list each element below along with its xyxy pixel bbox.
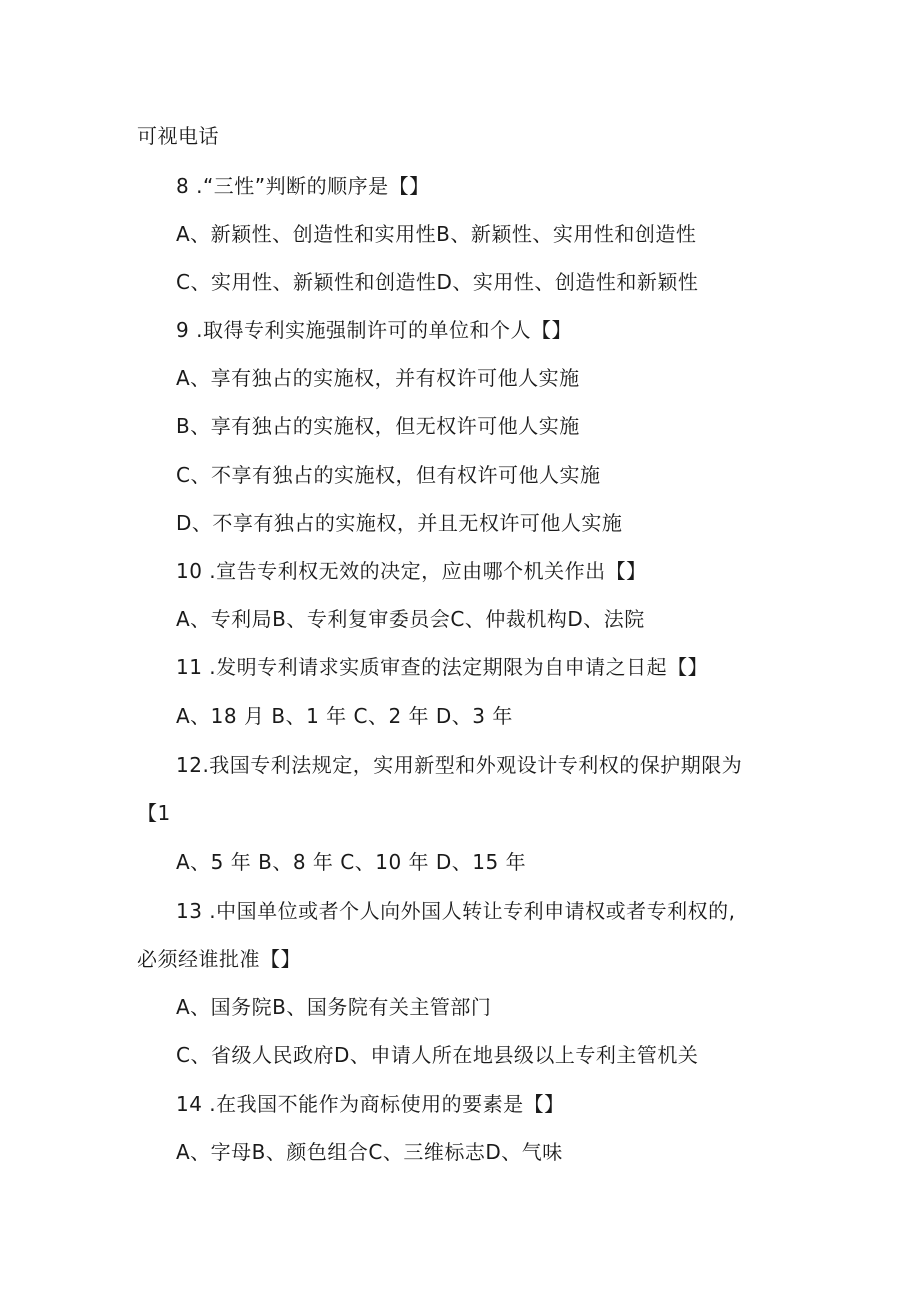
option-line: C、不享有独占的实施权，但有权许可他人实施 xyxy=(176,463,601,487)
question-12-bracket: 【1 xyxy=(137,801,171,825)
option-line: C、实用性、新颖性和创造性D、实用性、创造性和新颖性 xyxy=(176,270,699,294)
option-line: A、享有独占的实施权，并有权许可他人实施 xyxy=(176,366,580,390)
question-11: 11 .发明专利请求实质审查的法定期限为自申请之日起【】 xyxy=(176,655,709,679)
option-line: A、18 月 B、1 年 C、2 年 D、3 年 xyxy=(176,704,513,728)
question-8: 8 .“三性”判断的顺序是【】 xyxy=(176,174,430,198)
question-13-continued: 必须经谁批准【】 xyxy=(137,947,301,971)
option-line: A、新颖性、创造性和实用性B、新颖性、实用性和创造性 xyxy=(176,222,697,246)
option-line: A、字母B、颜色组合C、三维标志D、气味 xyxy=(176,1140,563,1164)
option-line: C、省级人民政府D、申请人所在地县级以上专利主管机关 xyxy=(176,1043,699,1067)
option-line: A、专利局B、专利复审委员会C、仲裁机构D、法院 xyxy=(176,607,645,631)
question-14: 14 .在我国不能作为商标使用的要素是【】 xyxy=(176,1092,565,1116)
option-line: A、5 年 B、8 年 C、10 年 D、15 年 xyxy=(176,850,527,874)
question-10: 10 .宣告专利权无效的决定，应由哪个机关作出【】 xyxy=(176,559,647,583)
option-line: A、国务院B、国务院有关主管部门 xyxy=(176,995,492,1019)
question-9: 9 .取得专利实施强制许可的单位和个人【】 xyxy=(176,318,572,342)
option-line: B、享有独占的实施权，但无权许可他人实施 xyxy=(176,414,580,438)
option-line: D、不享有独占的实施权，并且无权许可他人实施 xyxy=(176,511,623,535)
question-12: 12.我国专利法规定，实用新型和外观设计专利权的保护期限为 xyxy=(176,753,743,777)
text-line: 可视电话 xyxy=(137,124,219,148)
question-13: 13 .中国单位或者个人向外国人转让专利申请权或者专利权的, xyxy=(176,899,736,923)
